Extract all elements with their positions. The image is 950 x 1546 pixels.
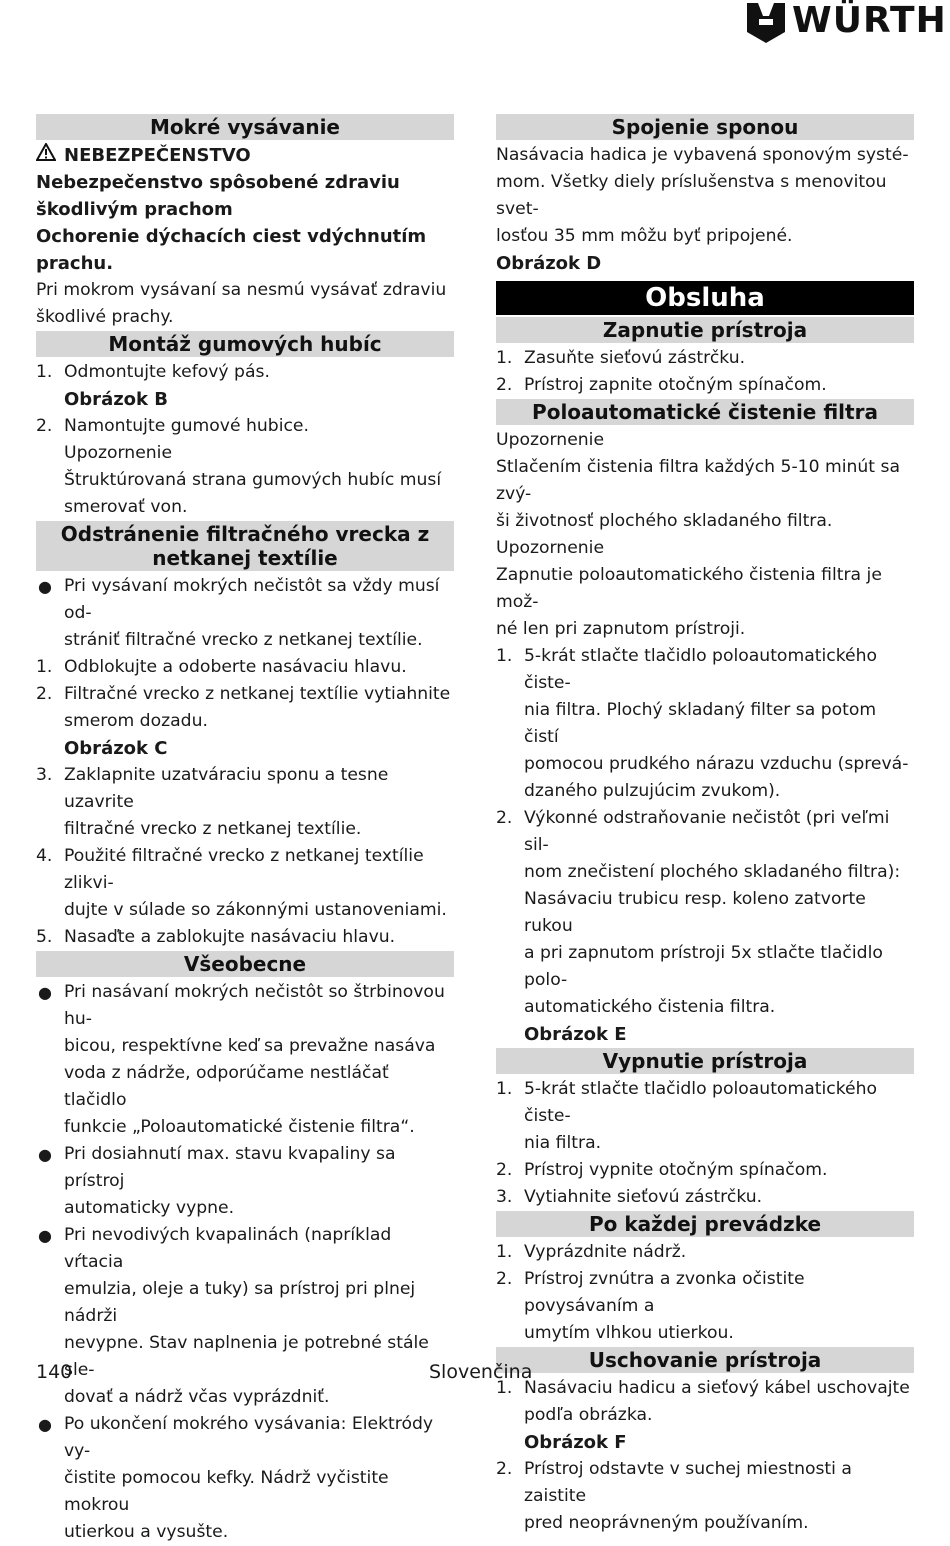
paragraph-line: Nasávacia hadica je vybavená sponovým systé- <box>496 145 909 165</box>
list-item: 3. Zaklapnite uzatváraciu sponu a tesne uzavrite filtračné vrecko z netkanej textílie. <box>36 765 389 839</box>
section-heading-clip-connection: Spojenie sponou <box>496 114 914 140</box>
paragraph-line: né len pri zapnutom prístroji. <box>496 619 746 639</box>
note-line: Upozornenie <box>64 443 173 463</box>
warning-line: škodlivým prachom <box>36 199 233 220</box>
list-item: 2. Filtračné vrecko z netkanej textílie vytiahnite smerom dozadu. <box>36 684 451 731</box>
section-heading-after-operation: Po každej prevádzke <box>496 1211 914 1237</box>
note-line: smerovať von. <box>64 497 188 517</box>
list-item: 2. Namontujte gumové hubice. <box>36 416 309 436</box>
list-item: 2. Výkonné odstraňovanie nečistôt (pri veľmi sil- nom znečistení plochého skladaného filtra): Nasávaciu trubicu resp. koleno zatvorte rukou a pri zapnutom prístroji 5x stlačte tlačidlo polo- automatického čistenia filtra. <box>496 808 901 1017</box>
list-item: 1. Odblokujte a odoberte nasávaciu hlavu. <box>36 657 407 677</box>
danger-label <box>36 142 454 169</box>
section-heading-rubber-nozzles: Montáž gumových hubíc <box>36 331 454 357</box>
page-number: 140 <box>36 1361 73 1383</box>
warning-line: Nebezpečenstvo spôsobené zdraviu <box>36 172 400 193</box>
right-column <box>496 114 914 1537</box>
list-item: 1. Vyprázdnite nádrž. <box>496 1242 687 1262</box>
section-heading-filter-cleaning: Poloautomatické čistenie filtra <box>496 399 914 425</box>
list-item: 3. Vytiahnite sieťovú zástrčku. <box>496 1187 763 1207</box>
paragraph-line: Zapnutie poloautomatického čistenia filtra je mož- <box>496 565 882 612</box>
wurth-logo <box>746 2 946 44</box>
section-heading-wet-vacuuming: Mokré vysávanie <box>36 114 454 140</box>
list-item: 5. Nasaďte a zablokujte nasávaciu hlavu. <box>36 927 396 947</box>
list-item: 2. Prístroj zapnite otočným spínačom. <box>496 375 827 395</box>
bullet-item: ● Pri vysávaní mokrých nečistôt sa vždy musí od- strániť filtračné vrecko z netkanej textílie. <box>38 576 440 650</box>
list-item: 1. 5-krát stlačte tlačidlo poloautomatického čiste- nia filtra. Plochý skladaný filter sa potom čistí pomocou prudkého nárazu vzduchu (sprevá- dzaného pulzujúcim zvukom). <box>496 646 909 801</box>
bullet-item: ● Pri dosiahnutí max. stavu kvapaliny sa prístroj automaticky vypne. <box>38 1144 396 1218</box>
section-heading-general: Všeobecne <box>36 951 454 977</box>
chapter-heading-operation: Obsluha <box>496 281 914 315</box>
figure-reference: Obrázok C <box>64 738 168 759</box>
paragraph-line: Upozornenie <box>496 430 605 450</box>
list-item: 2. Prístroj zvnútra a zvonka očistite povysávaním a umytím vlhkou utierkou. <box>496 1269 805 1343</box>
paragraph-line: škodlivé prachy. <box>36 307 174 327</box>
list-item: 1. Zasuňte sieťovú zástrčku. <box>496 348 746 368</box>
section-heading-switch-off: Vypnutie prístroja <box>496 1048 914 1074</box>
warning-triangle-icon <box>36 142 64 169</box>
list-item: 1. Odmontujte kefový pás. <box>36 362 270 382</box>
figure-reference: Obrázok F <box>524 1432 627 1453</box>
note-line: Štruktúrovaná strana gumových hubíc musí <box>64 470 442 490</box>
brand-name: WÜRTH <box>792 0 947 41</box>
section-heading-switch-on: Zapnutie prístroja <box>496 317 914 343</box>
paragraph-line: Upozornenie <box>496 538 605 558</box>
language-label: Slovenčina <box>429 1361 533 1383</box>
paragraph-line: Pri mokrom vysávaní sa nesmú vysávať zdraviu <box>36 280 447 300</box>
figure-reference: Obrázok D <box>496 253 602 274</box>
paragraph-line: Stlačením čistenia filtra každých 5-10 minút sa zvý- <box>496 457 900 504</box>
list-item: 2. Prístroj odstavte v suchej miestnosti a zaistite pred neoprávneným používaním. <box>496 1459 852 1533</box>
bullet-item: ● Po ukončení mokrého vysávania: Elektródy vy- čistite pomocou kefky. Nádrž vyčistite mokrou utierkou a vysušte. <box>38 1414 434 1542</box>
bullet-item: ● Pri nasávaní mokrých nečistôt so štrbinovou hu- bicou, respektívne keď sa prevažne nasáva voda z nádrže, odporúčame nestláčať tlačidlo funkcie „Poloautomatické čistenie filtra“. <box>38 982 445 1137</box>
list-item: 2. Prístroj vypnite otočným spínačom. <box>496 1160 828 1180</box>
paragraph-line: ši životnosť plochého skladaného filtra. <box>496 511 833 531</box>
danger-text: NEBEZPEČENSTVO <box>64 145 251 166</box>
warning-line: Ochorenie dýchacích ciest vdýchnutím <box>36 226 427 247</box>
paragraph-line: mom. Všetky diely príslušenstva s menovitou svet- <box>496 172 887 219</box>
list-item: 1. Nasávaciu hadicu a sieťový kábel uschovajte podľa obrázka. <box>496 1378 910 1425</box>
section-heading-filter-bag-removal: Odstránenie filtračného vrecka z netkanej textílie <box>36 521 454 571</box>
wurth-logo-icon <box>746 2 786 44</box>
list-item: 1. 5-krát stlačte tlačidlo poloautomatického čiste- nia filtra. <box>496 1079 878 1153</box>
bullet-item: ● Pri nevodivých kvapalinách (napríklad vŕtacia emulzia, oleje a tuky) sa prístroj pri plnej nádrži nevypne. Stav naplnenia je potrebné stále sle- dovať a nádrž včas vyprázdniť. <box>38 1225 429 1407</box>
list-item: 4. Použité filtračné vrecko z netkanej textílie zlikvi- dujte v súlade so zákonnými ustanoveniami. <box>36 846 447 920</box>
section-heading-storage: Uschovanie prístroja <box>496 1347 914 1373</box>
left-column <box>36 114 454 1546</box>
figure-reference: Obrázok E <box>524 1024 627 1045</box>
paragraph-line: losťou 35 mm môžu byť pripojené. <box>496 226 793 246</box>
warning-line: prachu. <box>36 253 114 274</box>
figure-reference: Obrázok B <box>64 389 169 410</box>
